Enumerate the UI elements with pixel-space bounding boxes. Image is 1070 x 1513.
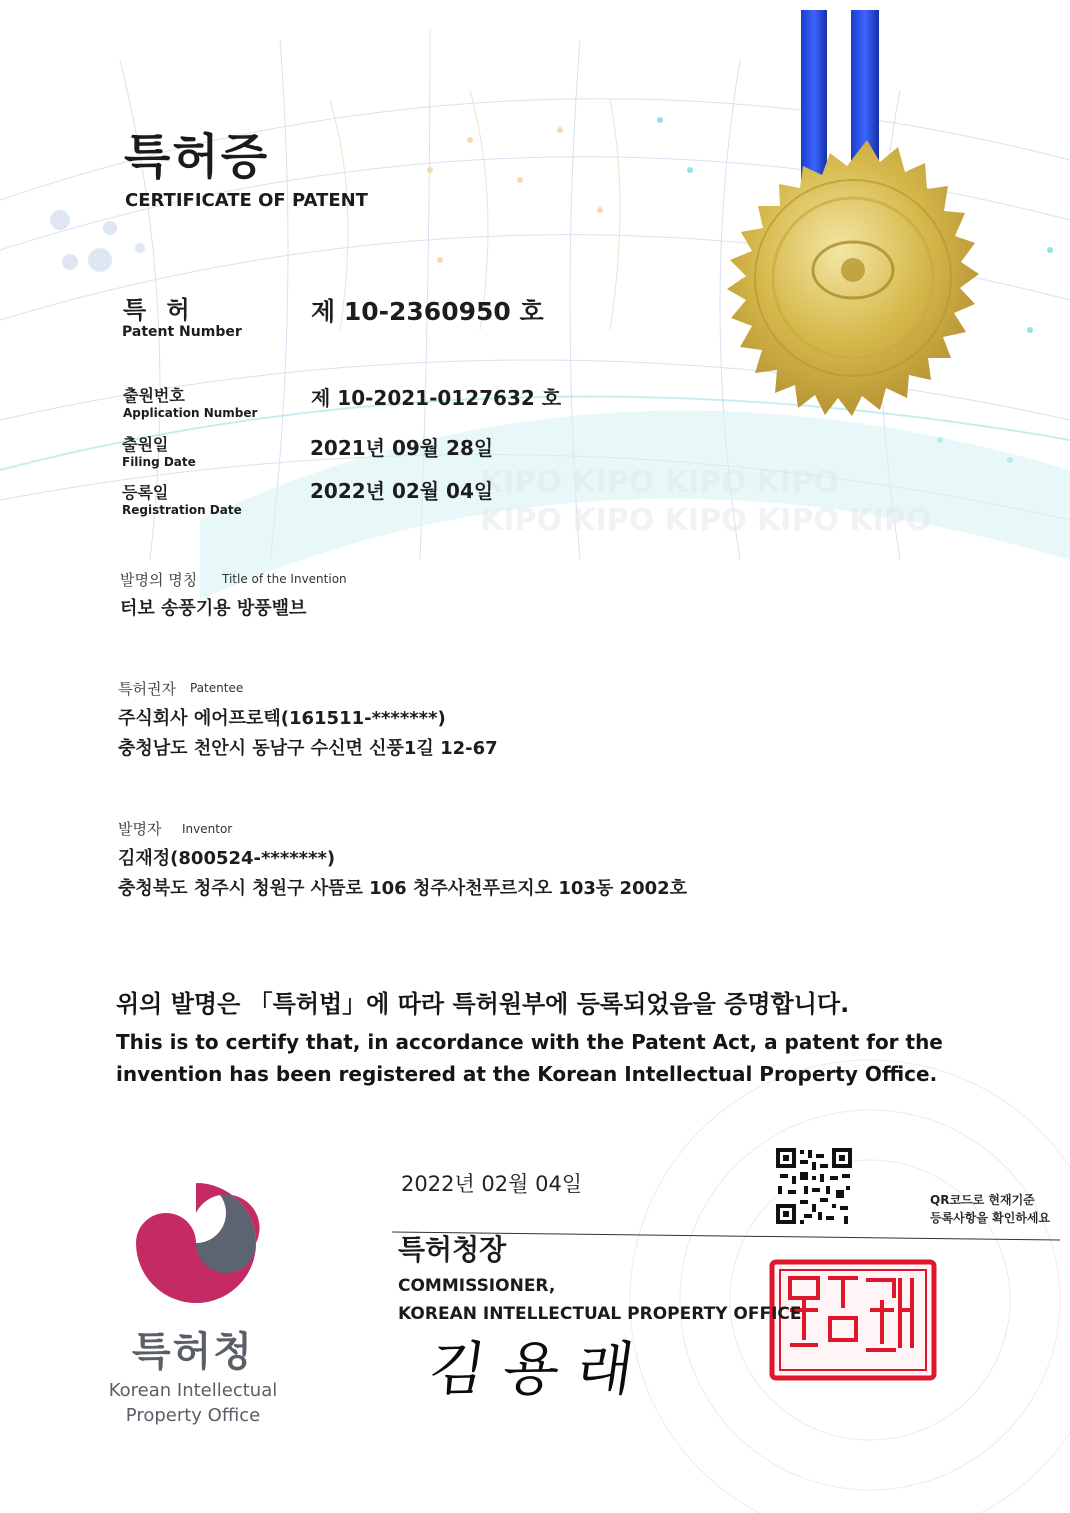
organization-name-english-line2: Property Office bbox=[125, 1405, 261, 1426]
organization-name-korean: 특허청 bbox=[132, 1329, 254, 1375]
filing-date-value: 2021년 09월 28일 bbox=[310, 436, 494, 460]
patent-number-value: 제 10-2360950 호 bbox=[311, 297, 544, 326]
registration-date-label-english: Registration Date bbox=[122, 503, 242, 517]
invention-title-label-korean: 발명의 명칭 bbox=[120, 571, 198, 589]
application-number-label-korean: 출원번호 bbox=[123, 386, 185, 405]
certificate-title-english: CERTIFICATE OF PATENT bbox=[125, 190, 368, 211]
inventor-name: 김재정(800524-*******) bbox=[118, 848, 336, 869]
commissioner-title-english-line2: KOREAN INTELLECTUAL PROPERTY OFFICE bbox=[398, 1304, 802, 1324]
commissioner-title-korean: 특허청장 bbox=[398, 1233, 507, 1266]
patentee-label-korean: 특허권자 bbox=[118, 680, 176, 698]
inventor-address: 충청북도 청주시 청원구 사뜸로 106 청주사천푸르지오 103동 2002호 bbox=[118, 878, 688, 899]
inventor-label-english: Inventor bbox=[182, 822, 233, 836]
patent-number-label-english: Patent Number bbox=[122, 324, 242, 340]
certification-statement-english-line1: This is to certify that, in accordance with the Patent Act, a patent for the bbox=[116, 1030, 943, 1054]
patentee-name: 주식회사 에어프로텍(161511-*******) bbox=[118, 708, 446, 729]
certification-statement-english-line2: invention has been registered at the Korean Intellectual Property Office. bbox=[116, 1062, 938, 1086]
application-number-label-english: Application Number bbox=[123, 406, 258, 420]
organization-name-english-line1: Korean Intellectual bbox=[108, 1380, 278, 1401]
issue-date: 2022년 02월 04일 bbox=[401, 1172, 583, 1196]
svg-text:KIPO KIPO KIPO KIPO: KIPO KIPO KIPO KIPO bbox=[480, 465, 839, 500]
invention-title-value: 터보 송풍기용 방풍밸브 bbox=[120, 598, 307, 619]
handwritten-signature: 김용래 bbox=[424, 1335, 657, 1403]
patentee-address: 충청남도 천안시 동남구 수신면 신풍1길 12-67 bbox=[118, 738, 498, 759]
filing-date-label-english: Filing Date bbox=[122, 455, 196, 469]
registration-date-value: 2022년 02월 04일 bbox=[310, 479, 494, 503]
kipo-logo-icon bbox=[136, 1183, 260, 1303]
qr-note-line1: QR코드로 현재기준 bbox=[930, 1193, 1035, 1207]
patent-number-label-korean: 특 허 bbox=[123, 296, 196, 324]
qr-note-line2: 등록사항을 확인하세요 bbox=[930, 1211, 1051, 1225]
invention-title-label-english: Title of the Invention bbox=[222, 572, 347, 586]
gold-seal-icon bbox=[727, 140, 979, 416]
inventor-label-korean: 발명자 bbox=[118, 820, 162, 838]
commissioner-title-english-line1: COMMISSIONER, bbox=[398, 1276, 556, 1296]
filing-date-label-korean: 출원일 bbox=[122, 435, 169, 454]
registration-date-label-korean: 등록일 bbox=[122, 483, 169, 502]
certificate-title-korean: 특허증 bbox=[124, 129, 270, 185]
qr-code-icon bbox=[775, 1147, 853, 1225]
certification-statement-korean: 위의 발명은 「특허법」에 따라 특허원부에 등록되었음을 증명합니다. bbox=[116, 990, 850, 1018]
patentee-label-english: Patentee bbox=[190, 681, 244, 695]
application-number-value: 제 10-2021-0127632 호 bbox=[311, 386, 562, 410]
svg-text:KIPO KIPO KIPO KIPO KIPO: KIPO KIPO KIPO KIPO KIPO bbox=[480, 503, 932, 538]
